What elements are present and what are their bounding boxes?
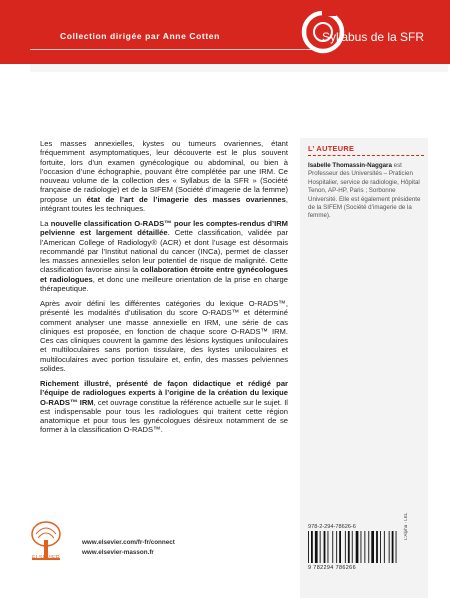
author-heading: L’ AUTEURE xyxy=(308,144,355,153)
publisher-name: ELSEVIER xyxy=(32,555,60,561)
printer-codes: L'Alpha · LEL xyxy=(403,512,408,540)
author-divider xyxy=(308,155,424,156)
cover-shadow-band xyxy=(30,64,448,72)
paragraph-intro: Les masses annexielles, kystes ou tumeurs ovariennes, étant fréquemment asymptomatiques, leur découverte est le plus souvent fortuite, lors d’un examen gynécologique ou abdominal, ou bien à l’occasion d’une échographie, pouvant être complétée par une IRM. Ce nouveau volume de la collection des « Syllabus de la SFR » (Société française de radiologie) et de la SIFEM (Société d’imagerie de la femme) propose un état de l’art de l’imagerie des masses ovariennes, intégrant toutes les techniques. xyxy=(40,139,289,213)
collection-editor: Collection dirigée par Anne Cotten xyxy=(60,31,220,41)
link-elsevier-masson[interactable]: www.elsevier-masson.fr xyxy=(82,549,154,556)
paragraph-conclusion: Richement illustré, présenté de façon didactique et rédigé par l’équipe de radiologues experts à l’origine de la création du lexique O-RADS™ IRM, cet ouvrage constitue la référence actuelle sur le sujet. Il est indispensable pour tous les radiologues qui traitent cette région anatomique et pour tous les gynécologues désireux notamment de se former à la classification O-RADS™. xyxy=(40,379,288,435)
link-connect[interactable]: www.elsevier.com/fr-fr/connect xyxy=(82,539,175,546)
back-cover-text xyxy=(40,139,288,441)
collection-brand: Syllabus de la SFR xyxy=(322,30,425,44)
isbn-label: 978-2-294-78626-6 xyxy=(308,524,356,530)
paragraph-cases: Après avoir défini les différentes catégories du lexique O-RADS™, présenté les modalités d’utilisation du score O-RADS™ et déterminé comment analyser une masse annexielle en IRM, une série de cas cliniques est proposée, en fonction de chaque score O-RADS™ IRM. Ces cas cliniques couvrent la gamme des lésions kystiques uniloculaires et multiloculaires sans portion tissulaire, des kystes uniloculaires et multiloculaires avec portion tissulaire et, enfin, des masses pelviennes solides. xyxy=(40,299,288,373)
paragraph-classification: La nouvelle classification O-RADS™ pour les comptes-rendus d’IRM pelvienne est largement détaillée. Cette classification, validée par l’American College of Radiology® (ACR) et dont l’usage est désormais recommandé par l’Institut national du cancer (INCa), permet de classer les masses annexielles selon leur potentiel de risque de malignité. Cette classification favorise ainsi la collaboration étroite entre gynécologues et radiologues, et donc une meilleure orientation de la prise en charge thérapeutique. xyxy=(40,219,289,293)
header-rule xyxy=(30,49,316,50)
author-bio: Isabelle Thomassin-Naggara est Professeur des Universités – Praticien Hospitalier, service de radiologie, Hôpital Tenon, AP-HP, Paris ; Sorbonne Université. Elle est également présidente de la SIFEM (Société d’imagerie de la femme). xyxy=(308,162,421,220)
barcode-digits: 9 782294 786266 xyxy=(308,565,356,571)
author-name: Isabelle Thomassin-Naggara xyxy=(308,162,392,169)
publisher-links xyxy=(82,538,175,558)
